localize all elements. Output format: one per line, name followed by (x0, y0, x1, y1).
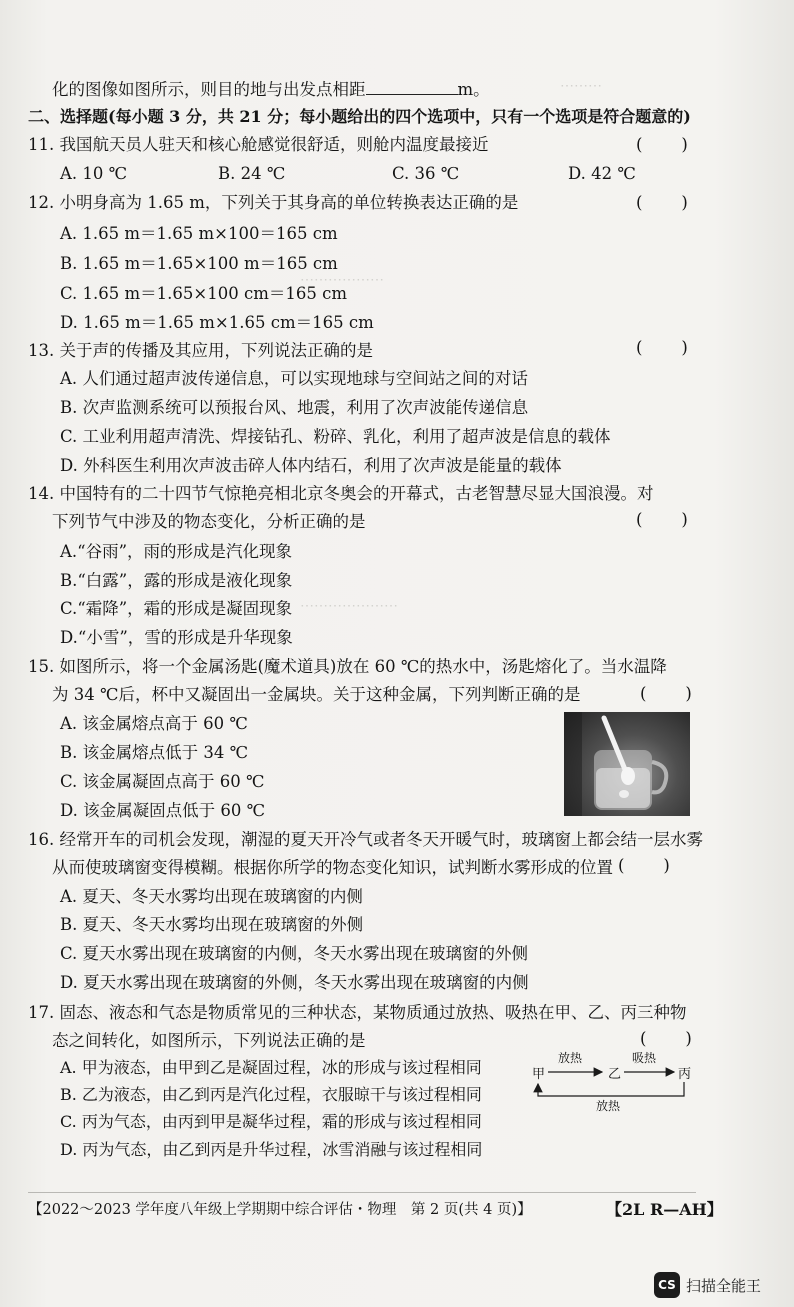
footer-exam-code: 【2L R—AH】 (606, 1200, 723, 1219)
q15-stem-line1: 15. 如图所示，将一个金属汤匙(魔术道具)放在 60 ℃的热水中，汤匙熔化了。当水温降 (28, 657, 667, 676)
q16-stem-line1: 16. 经常开车的司机会发现，潮湿的夏天开冷气或者冬天开暖气时，玻璃窗上都会结一层水雾 (28, 830, 703, 849)
arrow-absorb-heat-label: 吸热 (632, 1051, 657, 1065)
state-yi-label: 乙 (608, 1067, 622, 1082)
q14-option-a: A.“谷雨”，雨的形成是汽化现象 (60, 542, 293, 561)
q11-answer-paren[interactable]: ( ) (636, 135, 690, 154)
q13-option-d: D. 外科医生利用次声波击碎人体内结石，利用了次声波是能量的载体 (60, 456, 562, 475)
q17-stem-line1: 17. 固态、液态和气态是物质常见的三种状态，某物质通过放热、吸热在甲、乙、丙三种物 (28, 1003, 687, 1022)
arrow-bing-to-jia (538, 1082, 684, 1096)
state-bing-label: 丙 (678, 1067, 692, 1082)
q17-option-d: D. 丙为气态，由乙到丙是升华过程，冰雪消融与该过程相同 (60, 1140, 483, 1159)
q16-option-a: A. 夏天、冬天水雾均出现在玻璃窗的内侧 (60, 887, 363, 906)
q16-answer-paren[interactable]: ( ) (618, 856, 672, 875)
q17-stem-line2: 态之间转化，如图所示，下列说法正确的是 (52, 1031, 366, 1050)
q11-option-c: C. 36 ℃ (392, 164, 460, 183)
q14-answer-paren[interactable]: ( ) (636, 510, 690, 529)
q11-stem: 11. 我国航天员人驻天和核心舱感觉很舒适，则舱内温度最接近 (28, 135, 489, 154)
q17-answer-paren[interactable]: ( ) (640, 1029, 694, 1048)
q14-option-c: C.“霜降”，霜的形成是凝固现象 (60, 599, 293, 618)
q11-option-b: B. 24 ℃ (218, 164, 286, 183)
arrow-release-heat-label-2: 放热 (596, 1099, 621, 1112)
scanner-watermark (654, 1272, 761, 1298)
q12-option-b: B. 1.65 m＝1.65×100 m＝165 cm (60, 254, 338, 273)
q14-option-b: B.“白露”，露的形成是液化现象 (60, 571, 293, 590)
q13-option-a: A. 人们通过超声波传递信息，可以实现地球与空间站之间的对话 (60, 369, 528, 388)
q17-option-a: A. 甲为液态，由甲到乙是凝固过程，冰的形成与该过程相同 (60, 1058, 482, 1077)
q12-option-c: C. 1.65 m＝1.65×100 cm＝165 cm (60, 284, 347, 303)
q13-option-b: B. 次声监测系统可以预报台风、地震，利用了次声波能传递信息 (60, 398, 529, 417)
q15-option-a: A. 该金属熔点高于 60 ℃ (60, 714, 248, 733)
q12-option-d: D. 1.65 m＝1.65 m×1.65 cm＝165 cm (60, 313, 374, 332)
bleed-through-mark: ⋯⋯⋯ (560, 78, 602, 94)
q10-tail-text: 化的图像如图所示，则目的地与出发点相距 (52, 80, 366, 99)
q13-stem: 13. 关于声的传播及其应用，下列说法正确的是 (28, 341, 373, 360)
q14-option-d: D.“小雪”，雪的形成是升华现象 (60, 628, 293, 647)
hot-water-glass-photo (564, 712, 690, 816)
q15-option-d: D. 该金属凝固点低于 60 ℃ (60, 801, 266, 820)
bleed-through-mark: ⋯⋯⋯⋯⋯⋯ (300, 272, 384, 288)
answer-blank[interactable] (366, 78, 458, 95)
q17-option-b: B. 乙为液态，由乙到丙是汽化过程，衣服晾干与该过程相同 (60, 1085, 482, 1104)
q11-option-a: A. 10 ℃ (60, 164, 128, 183)
q14-stem-line1: 14. 中国特有的二十四节气惊艳亮相北京冬奥会的开幕式，古老智慧尽显大国浪漫。对 (28, 484, 654, 503)
q16-option-b: B. 夏天、冬天水雾均出现在玻璃窗的外侧 (60, 915, 364, 934)
section-2-header: 二、选择题(每小题 3 分，共 21 分；每小题给出的四个选项中，只有一个选项是符合题意的) (28, 107, 691, 126)
q15-option-b: B. 该金属熔点低于 34 ℃ (60, 743, 249, 762)
footer-page-info: 【2022～2023 学年度八年级上学期期中综合评估・物理 第 2 页(共 4 页)】 (28, 1202, 532, 1218)
camscanner-logo-icon: CS (654, 1272, 680, 1298)
q16-option-d: D. 夏天水雾出现在玻璃窗的外侧，冬天水雾出现在玻璃窗的内侧 (60, 973, 529, 992)
q15-answer-paren[interactable]: ( ) (640, 684, 694, 703)
bleed-through-mark: ⋯⋯⋯⋯⋯⋯⋯ (300, 598, 398, 614)
glass-spoon-illustration (564, 712, 690, 816)
q13-answer-paren[interactable]: ( ) (636, 338, 690, 357)
q12-option-a: A. 1.65 m＝1.65 m×100＝165 cm (60, 224, 338, 243)
q17-option-c: C. 丙为气态，由丙到甲是凝华过程，霜的形成与该过程相同 (60, 1112, 482, 1131)
q11-option-d: D. 42 ℃ (568, 164, 636, 183)
state-jia-label: 甲 (532, 1067, 546, 1082)
q15-option-c: C. 该金属凝固点高于 60 ℃ (60, 772, 265, 791)
q14-stem-line2: 下列节气中涉及的物态变化，分析正确的是 (52, 512, 366, 531)
q12-answer-paren[interactable]: ( ) (636, 193, 690, 212)
footer-divider (28, 1192, 696, 1193)
q15-stem-line2: 为 34 ℃后，杯中又凝固出一金属块。关于这种金属，下列判断正确的是 (52, 685, 581, 704)
q12-stem: 12. 小明身高为 1.65 m，下列关于其身高的单位转换表达正确的是 (28, 193, 519, 212)
arrow-release-heat-label-1: 放热 (558, 1051, 583, 1065)
state-transition-diagram (528, 1050, 698, 1112)
q13-option-c: C. 工业利用超声清洗、焊接钻孔、粉碎、乳化，利用了超声波是信息的载体 (60, 427, 611, 446)
q10-tail-unit: m。 (457, 80, 490, 99)
scanner-brand-text: 扫描全能王 (686, 1276, 762, 1295)
q16-option-c: C. 夏天水雾出现在玻璃窗的内侧，冬天水雾出现在玻璃窗的外侧 (60, 944, 529, 963)
q16-stem-line2: 从而使玻璃窗变得模糊。根据你所学的物态变化知识，试判断水雾形成的位置 (52, 858, 613, 877)
q10-tail (52, 78, 490, 101)
